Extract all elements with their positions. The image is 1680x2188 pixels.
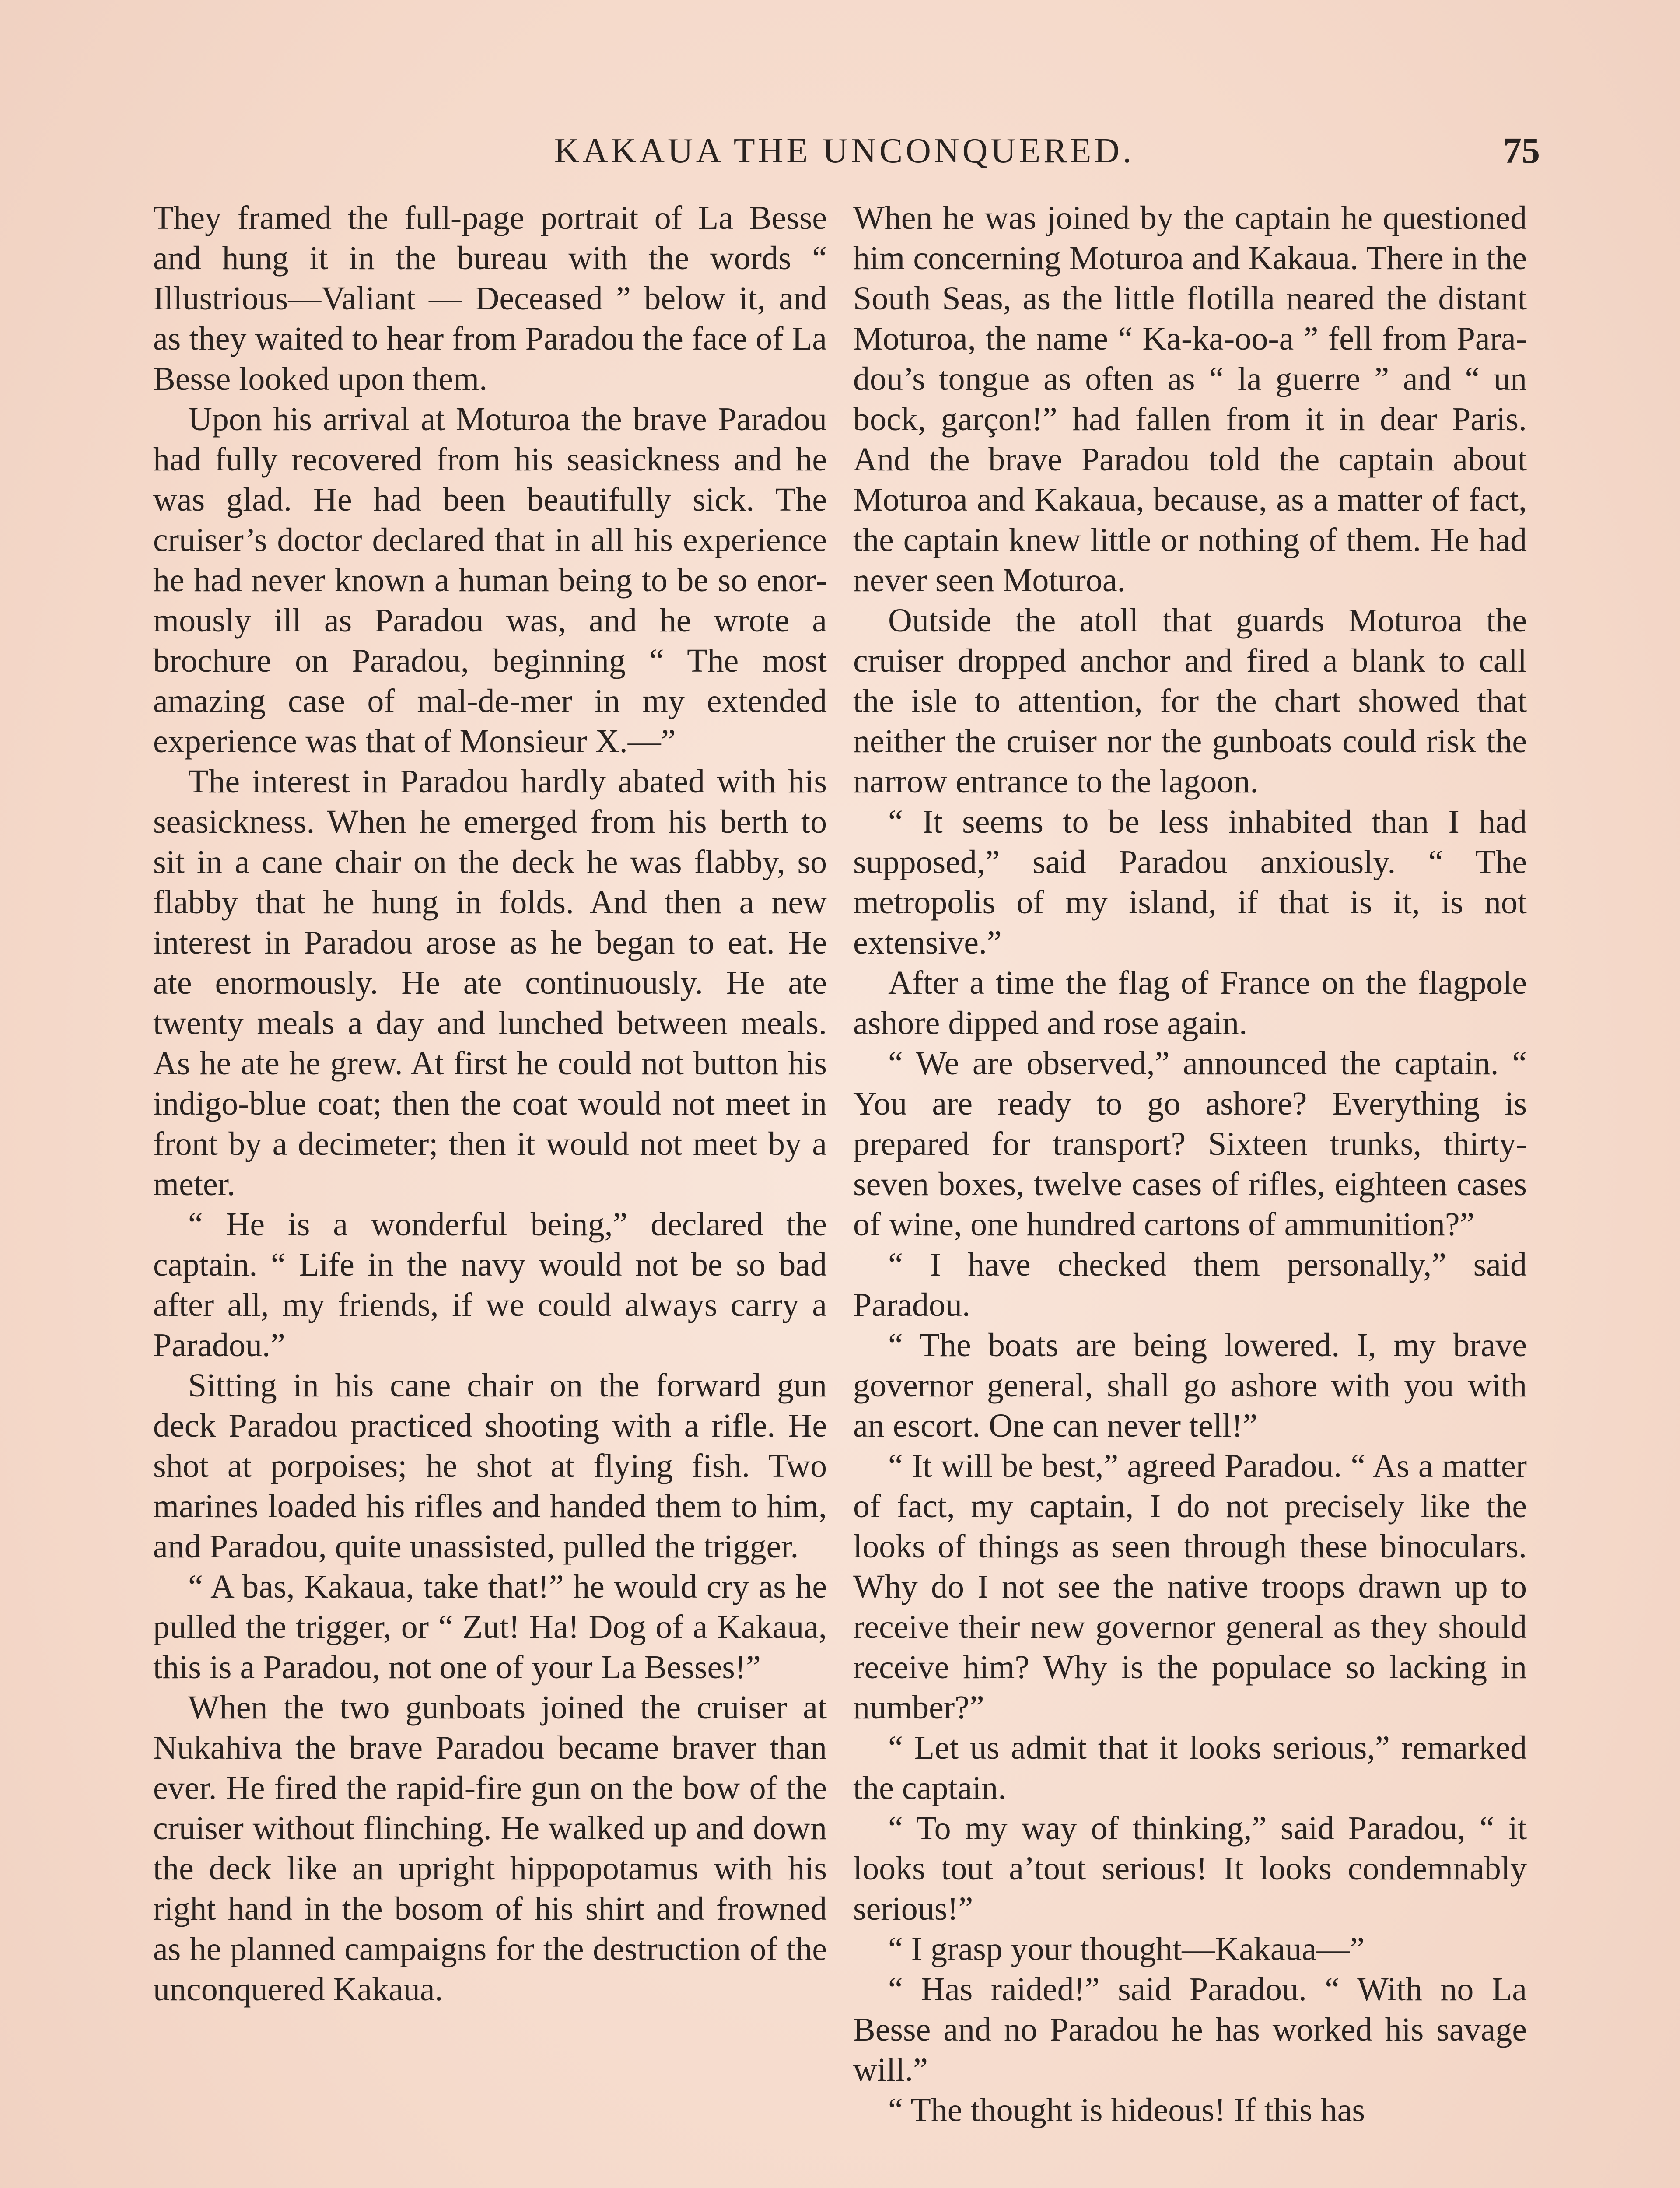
running-head [149, 127, 1540, 175]
paragraph: “ I have checked them personally,” said Paradou. [853, 1246, 1527, 1323]
paragraph: Outside the atoll that guards Moturoa the cruiser dropped anchor and fired a blank to call the isle to attention, for the chart showed that neither the cruiser nor the gunboats could risk the narrow entrance to the lagoon. [853, 602, 1527, 800]
paragraph: When he was joined by the captain he questioned him concerning Moturoa and Kakaua. There in the South Seas, as the little flotilla neared the distant Moturoa, the name “ Ka-ka-oo-a ” fell from Paradou’s tongue as often as “ la guerre ” and “ un bock, garçon!” had fallen from it in dear Paris. And the brave Paradou told the captain about Moturoa and Kakaua, because, as a matter of fact, the captain knew little or nothing of them. He had never seen Moturoa. [853, 200, 1527, 599]
paragraph: “ Let us admit that it looks serious,” remarked the captain. [853, 1729, 1527, 1806]
paragraph: “ We are observed,” announced the captain. “ You are ready to go ashore? Everything is prepared for transport? Sixteen trunks, thirty-seven boxes, twelve cases of rifles, eighteen cases of wine, one hundred cartons of ammunition?” [853, 1045, 1527, 1243]
paragraph: “ It seems to be less inhabited than I had supposed,” said Paradou anxiously. “ The metropolis of my island, if that is it, is not extensive.” [853, 803, 1527, 961]
paragraph: “ It will be best,” agreed Paradou. “ As a matter of fact, my captain, I do not precisely like the looks of things as seen through these binoculars. Why do I not see the native troops drawn up to receive their new governor general as they should receive him? Why is the populace so lacking in number?” [853, 1448, 1527, 1726]
paragraph: When the two gunboats joined the cruiser at Nukahiva the brave Paradou became braver than ever. He fired the rapid-fire gun on the bow of the cruiser without flinching. He walked up and down the deck like an upright hippopotamus with his right hand in the bosom of his shirt and frowned as he planned campaigns for the destruction of the unconquered Kakaua. [153, 1689, 827, 2008]
paragraph: “ To my way of thinking,” said Paradou, “ it looks tout a’tout serious! It looks condemnably serious!” [853, 1810, 1527, 1927]
left-column [153, 198, 827, 2009]
paragraph: After a time the flag of France on the flagpole ashore dipped and rose again. [853, 964, 1527, 1041]
paragraph: Sitting in his cane chair on the forward gun deck Paradou practiced shooting with a rifle. He shot at porpoises; he shot at flying fish. Two marines loaded his rifles and handed them to him, and Paradou, quite unassisted, pulled the trigger. [153, 1367, 827, 1565]
paragraph: “ I grasp your thought—Kakaua—” [888, 1931, 1365, 1967]
running-title: KAKAUA THE UNCONQUERED. [554, 132, 1135, 170]
paragraph: Upon his arrival at Moturoa the brave Paradou had fully recovered from his seasickness and he was glad. He had been beautifully sick. The cruiser’s doctor declared that in all his experience he had never known a human being to be so enormously ill as Paradou was, and he wrote a brochure on Paradou, beginning “ The most amazing case of mal-de-mer in my extended experience was that of Monsieur X.—” [153, 401, 827, 760]
paragraph: “ Has raided!” said Paradou. “ With no La Besse and no Paradou he has worked his savage will.” [853, 1971, 1527, 2088]
paragraph: “ He is a wonderful being,” declared the captain. “ Life in the navy would not be so bad after all, my friends, if we could always carry a Paradou.” [153, 1206, 827, 1364]
paragraph: “ The thought is hideous! If this has [888, 2092, 1365, 2128]
page-number: 75 [1503, 130, 1540, 171]
paragraph: They framed the full-page portrait of La Besse and hung it in the bureau with the words “ Illustrious—Valiant — Deceased ” below it, and as they waited to hear from Paradou the face of La Besse looked upon them. [153, 200, 827, 397]
paragraph: The interest in Paradou hardly abated with his seasickness. When he emerged from his berth to sit in a cane chair on the deck he was flabby, so flabby that he hung in folds. And then a new interest in Paradou arose as he began to eat. He ate enormously. He ate continuously. He ate twenty meals a day and lunched between meals. As he ate he grew. At first he could not button his indigo-blue coat; then the coat would not meet in front by a decimeter; then it would not meet by a meter. [153, 763, 827, 1203]
paragraph: “ The boats are being lowered. I, my brave governor general, shall go ashore with you with an escort. One can never tell!” [853, 1327, 1527, 1444]
right-column [853, 198, 1527, 2130]
paragraph: “ A bas, Kakaua, take that!” he would cry as he pulled the trigger, or “ Zut! Ha! Dog of a Kakaua, this is a Paradou, not one of your La Besses!” [153, 1568, 827, 1686]
